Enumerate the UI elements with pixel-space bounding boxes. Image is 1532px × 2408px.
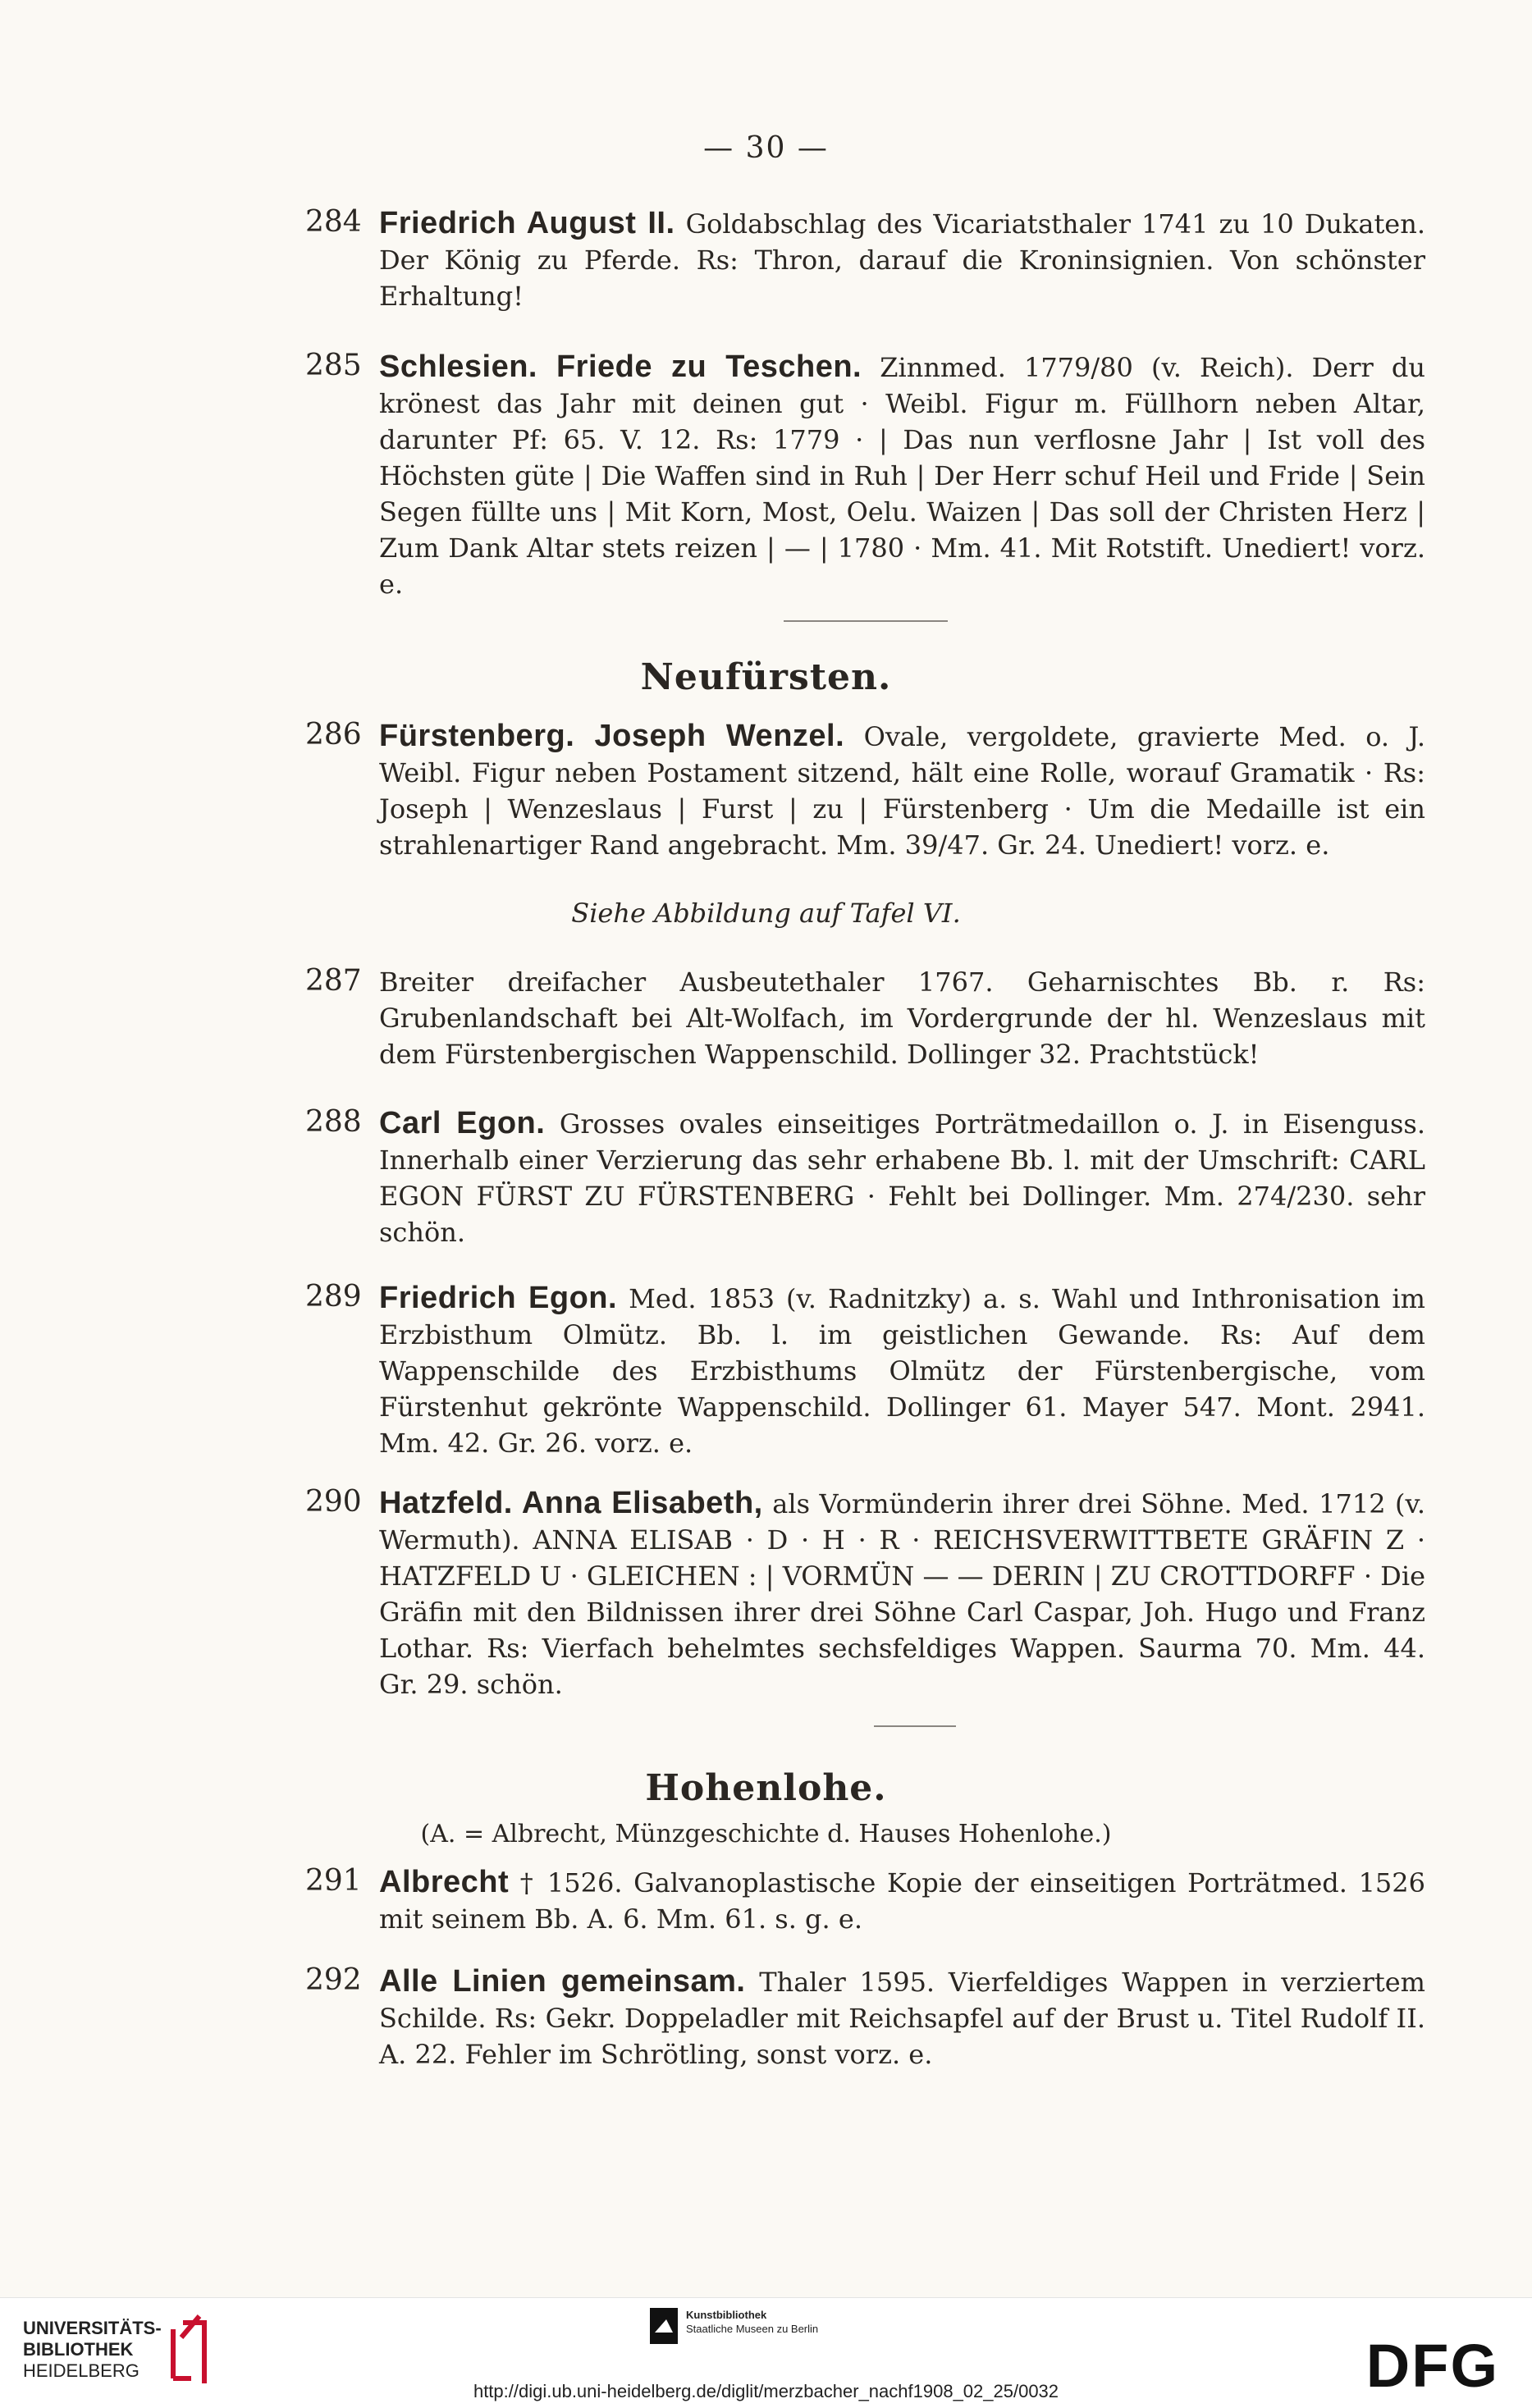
entry-number: 287 — [305, 964, 362, 998]
entry-description: Goldabschlag des Vicariatsthaler 1741 zu 10 Dukaten. Der König zu Pferde. Rs: Thron, darauf die Kroninsignien. Von schönster Erhaltung! — [379, 208, 1426, 312]
catalog-entry-292 — [305, 1963, 1425, 2072]
catalog-entry-287 — [305, 964, 1425, 1072]
entry-name: Carl Egon. — [379, 1106, 546, 1140]
kunstbibliothek-icon — [650, 2308, 678, 2344]
page-number: — 30 — — [703, 131, 829, 165]
catalog-entry-291 — [305, 1864, 1425, 1937]
section-note: (A. = Albrecht, Münzgeschichte d. Hauses Hohenlohe.) — [420, 1820, 1112, 1848]
catalog-entry-286 — [305, 718, 1425, 863]
entry-name: Friedrich Egon. — [379, 1281, 618, 1315]
entry-description: Thaler 1595. Vierfeldiges Wappen in verziertem Schilde. Rs: Gekr. Doppeladler mit Reichsapfel auf der Brust u. Titel Rudolf II. A. 22. Fehler im Schrötling, sonst vorz. e. — [379, 1967, 1426, 2070]
entry-description: Grosses ovales einseitiges Porträtmedaillon o. J. in Eisenguss. Innerhalb einer Verzierung das sehr erhabene Bb. l. mit der Umschrift: CARL EGON FÜRST ZU FÜRSTENBERG · Fehlt bei Dollinger. Mm. 274/230. sehr schön. — [379, 1108, 1426, 1248]
section-title-neufuersten: Neufürsten. — [640, 656, 892, 698]
entry-description: Med. 1853 (v. Radnitzky) a. s. Wahl und Inthronisation im Erzbisthum Olmütz. Bb. l. im geistlichen Gewande. Rs: Auf dem Wappenschilde des Erzbisthums Olmütz der Fürstenbergische, vom Fürstenhut gekrönte Wappenschild. Dollinger 61. Mayer 547. Mont. 2941. Mm. 42. Gr. 26. vorz. e. — [379, 1283, 1426, 1459]
ub-line1: UNIVERSITÄTS- — [23, 2318, 162, 2338]
entry-name: Hatzfeld. Anna Elisabeth, — [379, 1486, 763, 1520]
entry-description: Zinnmed. 1779/80 (v. Reich). Derr du krönest das Jahr mit deinen gut · Weibl. Figur m. Füllhorn neben Altar, darunter Pf: 65. V. 12. Rs: 1779 · | Das nun verflosne Jahr | Ist voll des Höchsten güte | Die Waffen sind in Ruh | Der Herr schuf Heil und Fride | Sein Segen füllte uns | Mit Korn, Most, Oelu. Waizen | Das soll der Christen Herz | Zum Dank Altar stets reizen | — | 1780 · Mm. 41. Mit Rotstift. Unediert! vorz. e. — [379, 352, 1426, 600]
plate-reference: Siehe Abbildung auf Tafel VI. — [571, 898, 961, 929]
ub-line3: HEIDELBERG — [23, 2360, 139, 2381]
catalog-entry-285 — [305, 349, 1425, 602]
entry-name: Albrecht — [379, 1865, 510, 1899]
entry-number: 286 — [305, 718, 362, 752]
catalog-entry-284 — [305, 205, 1425, 314]
entry-description: Ovale, vergoldete, gravierte Med. o. J. Weibl. Figur neben Postament sitzend, hält eine Rolle, worauf Gramatik · Rs: Joseph | Wenzeslaus | Furst | zu | Fürstenberg · Um die Medaille ist ein strahlenartiger Rand angebracht. Mm. 39/47. Gr. 24. Unediert! vorz. e. — [379, 721, 1426, 861]
entry-number: 291 — [305, 1864, 362, 1898]
ub-logo-icon — [167, 2313, 216, 2387]
catalog-entry-288 — [305, 1105, 1425, 1250]
dfg-logo[interactable]: DFG — [1365, 2332, 1499, 2400]
entry-name: Fürstenberg. Joseph Wenzel. — [379, 719, 845, 753]
kunstbibliothek-logo[interactable] — [650, 2308, 818, 2344]
entry-number: 285 — [305, 349, 362, 382]
ub-heidelberg-logo[interactable] — [23, 2313, 216, 2387]
entry-number: 289 — [305, 1280, 362, 1314]
kb-line2: Staatliche Museen zu Berlin — [686, 2323, 819, 2335]
entry-number: 292 — [305, 1963, 362, 1997]
entry-number: 284 — [305, 205, 362, 239]
section-title-hohenlohe: Hohenlohe. — [645, 1767, 887, 1809]
source-url[interactable]: http://digi.ub.uni-heidelberg.de/diglit/merzbacher_nachf1908_02_25/0032 — [473, 2381, 1059, 2401]
catalog-entry-290 — [305, 1485, 1425, 1702]
entry-name: Alle Linien gemeinsam. — [379, 1964, 746, 1999]
catalog-entry-289 — [305, 1280, 1425, 1461]
entry-number: 290 — [305, 1485, 362, 1519]
entry-number: 288 — [305, 1105, 362, 1139]
entry-description: † 1526. Galvanoplastische Kopie der einseitigen Porträtmed. 1526 mit seinem Bb. A. 6. Mm. 61. s. g. e. — [379, 1867, 1426, 1935]
section-divider — [874, 1725, 956, 1727]
section-divider — [784, 620, 948, 622]
entry-description: als Vormünderin ihrer drei Söhne. Med. 1712 (v. Wermuth). ANNA ELISAB · D · H · R · REICHSVERWITTBETE GRÄFIN Z · HATZFELD U · GLEICHEN : | VORMÜN — — DERIN | ZU CROTTDORFF · Die Gräfin mit den Bildnissen ihrer drei Söhne Carl Caspar, Joh. Hugo und Franz Lothar. Rs: Vierfach behelmtes sechsfeldiges Wappen. Saurma 70. Mm. 44. Gr. 29. schön. — [379, 1488, 1425, 1700]
ub-line2: BIBLIOTHEK — [23, 2339, 134, 2360]
kb-line1: Kunstbibliothek — [686, 2309, 767, 2321]
entry-name: Friedrich August II. — [379, 206, 675, 240]
entry-name: Schlesien. Friede zu Teschen. — [379, 350, 862, 384]
entry-description: Breiter dreifacher Ausbeutethaler 1767. Geharnischtes Bb. r. Rs: Grubenlandschaft bei Alt-Wolfach, im Vordergrunde der hl. Wenzeslaus mit dem Fürstenbergischen Wappenschild. Dollinger 32. Prachtstück! — [379, 966, 1425, 1070]
